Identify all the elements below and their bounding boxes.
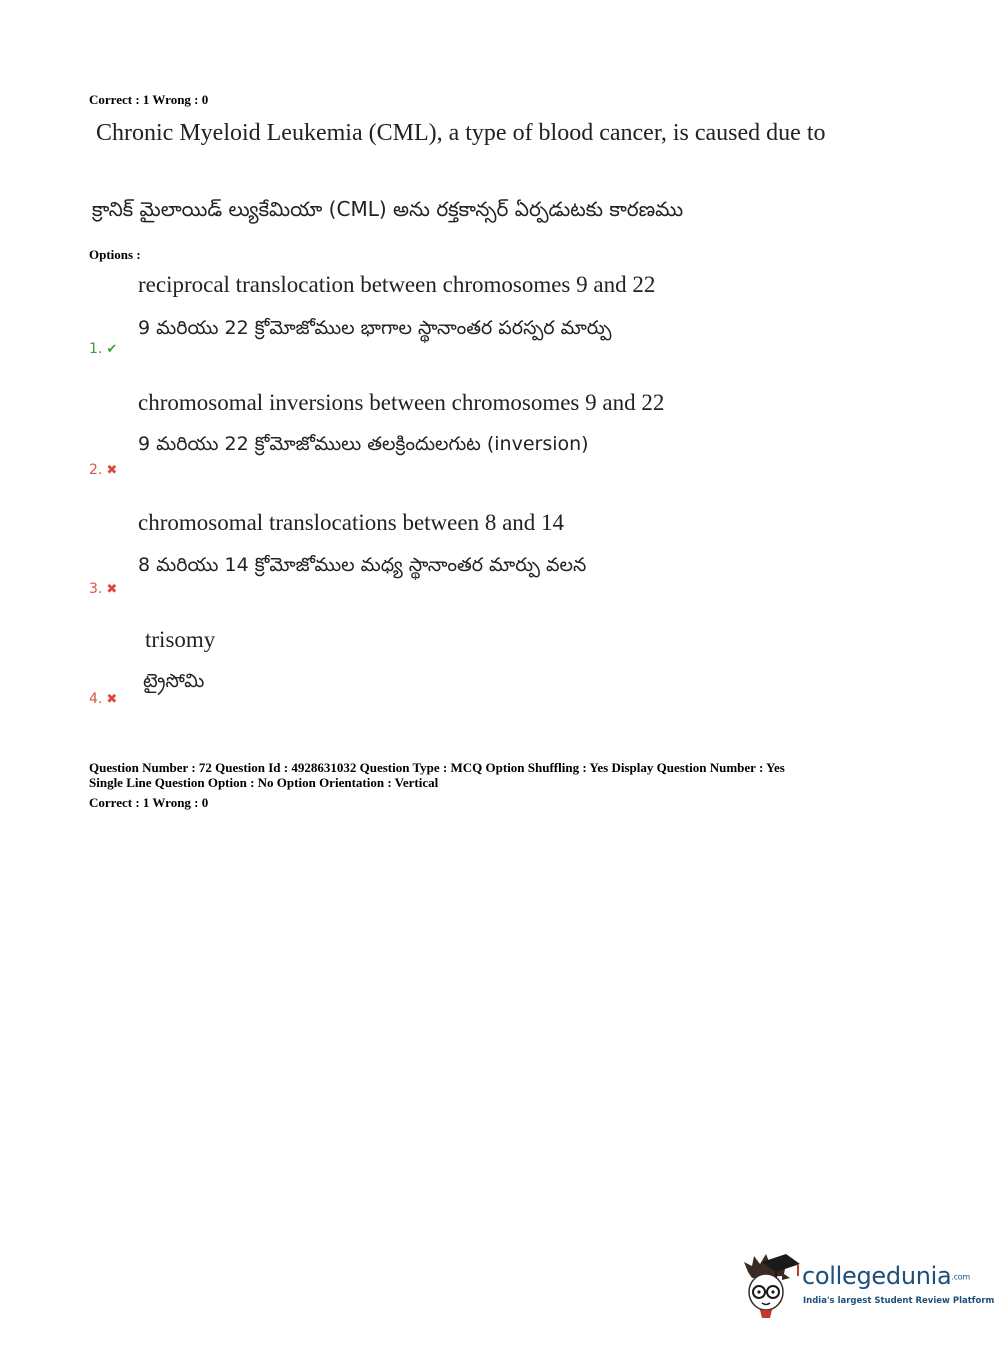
option-2-number: 2. [89,462,103,478]
cross-icon: ✖ [106,463,118,478]
option-3-telugu: 8 మరియు 14 క్రోమోజోముల మధ్య స్థానాంతర మార్పు వలన [138,554,587,576]
option-1-english: reciprocal translocation between chromosomes 9 and 22 [138,272,656,297]
logo-name: collegedunia [802,1262,952,1290]
option-4-telugu: ట్రైసోమి [143,670,205,692]
logo-wordmark [802,1262,970,1290]
question-meta-line-2: Single Line Question Option : No Option Orientation : Vertical [89,775,439,790]
question-meta-line-1: Question Number : 72 Question Id : 4928631032 Question Type : MCQ Option Shuffling : Yes Display Question Number : Yes [89,760,785,775]
option-3-number: 3. [89,581,103,597]
bottom-stats: Correct : 1 Wrong : 0 [89,795,209,810]
option-4-english: trisomy [145,627,216,652]
option-4-marker [89,691,117,707]
checkmark-icon: ✔ [106,342,118,357]
options-label: Options : [89,247,141,262]
mascot-icon [742,1250,800,1318]
question-english: Chronic Myeloid Leukemia (CML), a type of blood cancer, is caused due to [96,120,826,146]
option-3-english: chromosomal translocations between 8 and 14 [138,510,565,535]
option-4-number: 4. [89,691,103,707]
option-1-number: 1. [89,341,103,357]
option-2-telugu: 9 మరియు 22 క్రోమోజోములు తలక్రిందులగుట (inversion) [138,433,589,455]
option-1-telugu: 9 మరియు 22 క్రోమోజోముల భాగాల స్థానాంతర పరస్పర మార్పు [138,317,612,339]
top-stats: Correct : 1 Wrong : 0 [89,92,209,107]
question-telugu: క్రానిక్ మైలాయిడ్ ల్యుకేమియా (CML) అను రక్తకాన్సర్ ఏర్పడుటకు కారణము [92,197,684,221]
option-1-marker [89,341,117,357]
logo-suffix: .com [951,1272,970,1282]
collegedunia-logo [742,1250,995,1320]
cross-icon: ✖ [106,582,118,597]
option-3-marker [89,581,117,597]
logo-tagline: India's largest Student Review Platform [803,1296,995,1306]
cross-icon: ✖ [106,692,118,707]
option-2-marker [89,462,117,478]
option-2-english: chromosomal inversions between chromosomes 9 and 22 [138,390,665,415]
